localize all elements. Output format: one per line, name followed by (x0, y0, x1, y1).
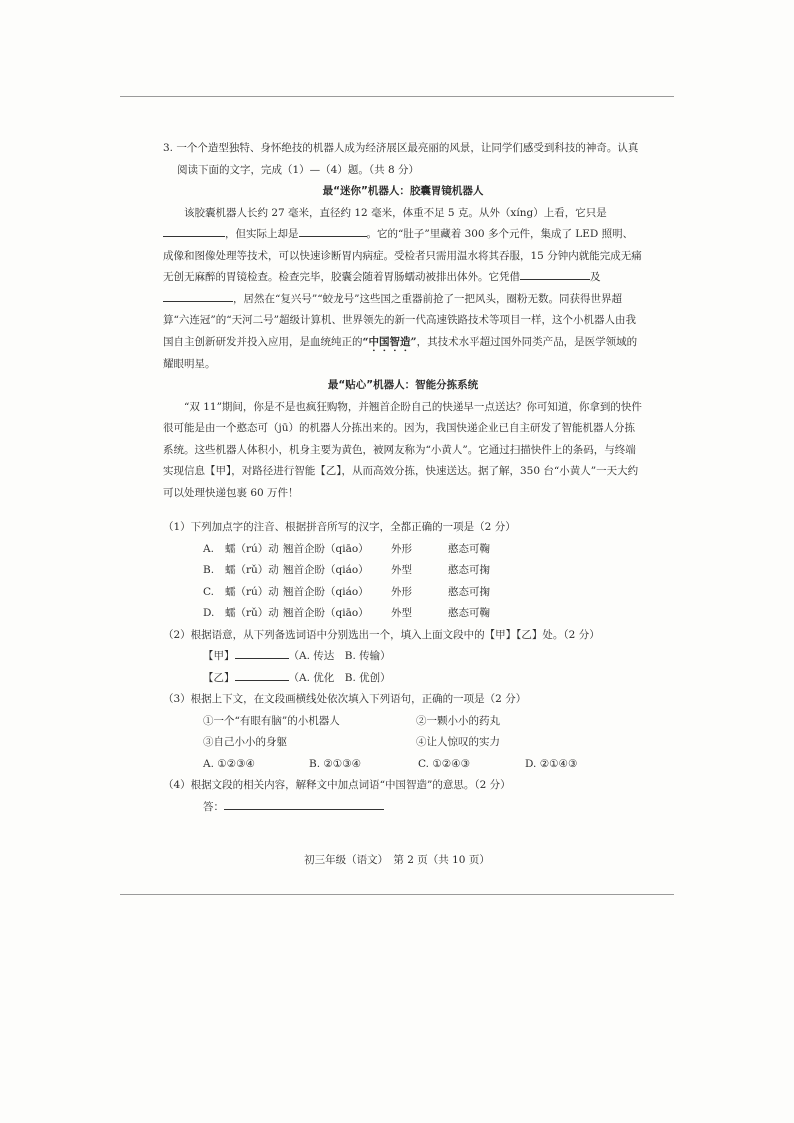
q3-options (163, 754, 643, 776)
question-number: 3. (163, 142, 174, 154)
answer-label: 答： (203, 800, 224, 813)
q1-options (163, 539, 643, 625)
bottom-rule (120, 894, 674, 895)
p1-d: 及 (590, 271, 601, 283)
sentence-3: ③自己小小的身躯 (203, 736, 287, 748)
blank-4[interactable] (163, 289, 233, 302)
q2-stem: （2）根据语意，从下列备选词语中分别选出一个，填入上面文段中的【甲】【乙】处。（2 分） (163, 628, 600, 641)
option-label: D. (203, 607, 215, 619)
p1-c: 。它的“肚子”里藏着 300 多个元件，集成了 LED 照明、成像和图像处理等技术，可以快速诊断胃内病症。受检者只需用温水将其吞服，15 分钟内就能完成无痛无创无麻醉的胃镜检查。检查完毕，胶囊会随着胃肠蠕动被排出体外。它凭借 (163, 228, 642, 283)
q1-option-row[interactable] (163, 560, 643, 582)
page-footer: 初三年级（语文） 第 2 页（共 10 页） (304, 854, 490, 866)
question-block (163, 138, 643, 818)
option-word-1: 蠕（rú）动 (225, 542, 279, 555)
option-word-4: 憨态可鞠 (448, 542, 490, 555)
answer-blank[interactable] (224, 797, 384, 810)
question-intro (163, 138, 643, 181)
option-label: A. (203, 542, 214, 555)
q1-option-row[interactable] (163, 539, 643, 561)
q4-stem: （4）根据文段的相关内容，解释文中加点词语“中国智造”的意思。（2 分） (163, 779, 511, 791)
q2-yi (163, 668, 643, 690)
option-word-2: 翘首企盼（qiáo） (283, 585, 369, 598)
option-word-2: 翘首企盼（qiāo） (283, 542, 369, 555)
sentence-1: ①一个“有眼有脑”的小机器人 (203, 714, 340, 727)
sentence-2: ②一颗小小的药丸 (416, 714, 500, 727)
q1-option-row[interactable] (163, 582, 643, 604)
option-word-1: 蠕（rǔ）动 (225, 564, 279, 576)
option-word-3: 外型 (391, 607, 412, 619)
option-word-2: 翘首企盼（qiāo） (283, 607, 369, 619)
jia-blank[interactable] (235, 646, 289, 659)
q4-answer (163, 797, 643, 819)
option-word-1: 蠕（rǔ）动 (225, 607, 279, 619)
top-rule (120, 96, 674, 97)
q3-stem: （3）根据上下文，在文段画横线处依次填入下列语句，正确的一项是（2 分） (163, 693, 527, 705)
q3-sentences-row2 (163, 732, 643, 754)
q2-jia (163, 646, 643, 668)
q3-sentences-row1 (163, 711, 643, 733)
q1-option-row[interactable] (163, 603, 643, 625)
option-word-4: 憨态可掬 (448, 564, 490, 576)
q3-option-d[interactable]: D. ②①④③ (525, 757, 578, 770)
yi-label: 【乙】 (203, 671, 235, 684)
q3-option-c[interactable]: C. ①②④③ (418, 757, 470, 770)
p1-e: ，居然在“复兴号”“蛟龙号”这些国之重器前抢了一把风头，圈粉无数。同获得世界超算“六连冠”的“天河二号”超级计算机、世界领先的新一代高速铁路技术等项目一样，这个小机器人由我国自主创新研发并投入应用，是血统纯正的 (163, 292, 636, 348)
blank-2[interactable] (299, 224, 367, 237)
q3-option-a[interactable]: A. ①②③④ (203, 757, 255, 770)
article1-paragraph (163, 203, 643, 376)
option-label: C. (203, 585, 214, 598)
article2-paragraph: “双 11”期间，你是不是也疯狂购物，并翘首企盼自己的快递早一点送达？你可知道，你拿到的快件很可能是由一个憨态可（jū）的机器人分拣出来的。因为，我国快递企业已自主研发了智能机器人分拣系统。这些机器人体积小，机身主要为黄色，被网友称为“小黄人”。它通过扫描快件上的条码，与终端实现信息【甲】，对路径进行智能【乙】，从而高效分拣，快速送达。据了解，350 台“小黄人”一天大约可以处理快递包裹 60 万件！ (163, 400, 642, 499)
yi-blank[interactable] (235, 668, 289, 681)
blank-3[interactable] (520, 267, 590, 280)
q3-option-b[interactable]: B. ②①③④ (309, 757, 362, 770)
article2-title: 最“贴心”机器人：智能分拣系统 (327, 379, 479, 391)
watermark (110, 365, 164, 424)
option-label: B. (203, 564, 215, 576)
p1-a: 该胶囊机器人长约 27 毫米，直径约 12 毫米，体重不足 5 克。从外（xíng）上看，它只是 (184, 206, 607, 219)
yi-options: （A. 优化 B. 优创） (288, 671, 391, 684)
option-word-4: 憨态可鞠 (448, 607, 490, 619)
option-word-3: 外形 (391, 542, 412, 555)
option-word-1: 蠕（rú）动 (225, 585, 279, 598)
option-word-2: 翘首企盼（qiáo） (283, 564, 369, 576)
blank-1[interactable] (163, 224, 225, 237)
keyword-china-made: “中国智造” (362, 335, 417, 348)
option-word-3: 外形 (391, 585, 412, 598)
q1-stem: （1）下列加点字的注音、根据拼音所写的汉字，全都正确的一项是（2 分） (163, 521, 516, 533)
option-word-3: 外型 (391, 564, 412, 576)
jia-label: 【甲】 (203, 650, 235, 662)
option-word-4: 憨态可掬 (448, 585, 490, 598)
p1-f: ，其技术水平超过国外同类产品，是医学领域的耀眼明星。 (163, 335, 638, 370)
article1-title: 最“迷你”机器人：胶囊胃镜机器人 (322, 185, 484, 197)
p1-b: ，但实际上却是 (225, 228, 299, 240)
jia-options: （A. 传达 B. 传输） (288, 650, 391, 662)
sentence-4: ④让人惊叹的实力 (416, 736, 500, 748)
question-intro-text: 一个个造型独特、身怀绝技的机器人成为经济展区最亮丽的风景，让同学们感受到科技的神奇。认真阅读下面的文字，完成（1）—（4）题。（共 8 分） (176, 142, 639, 176)
